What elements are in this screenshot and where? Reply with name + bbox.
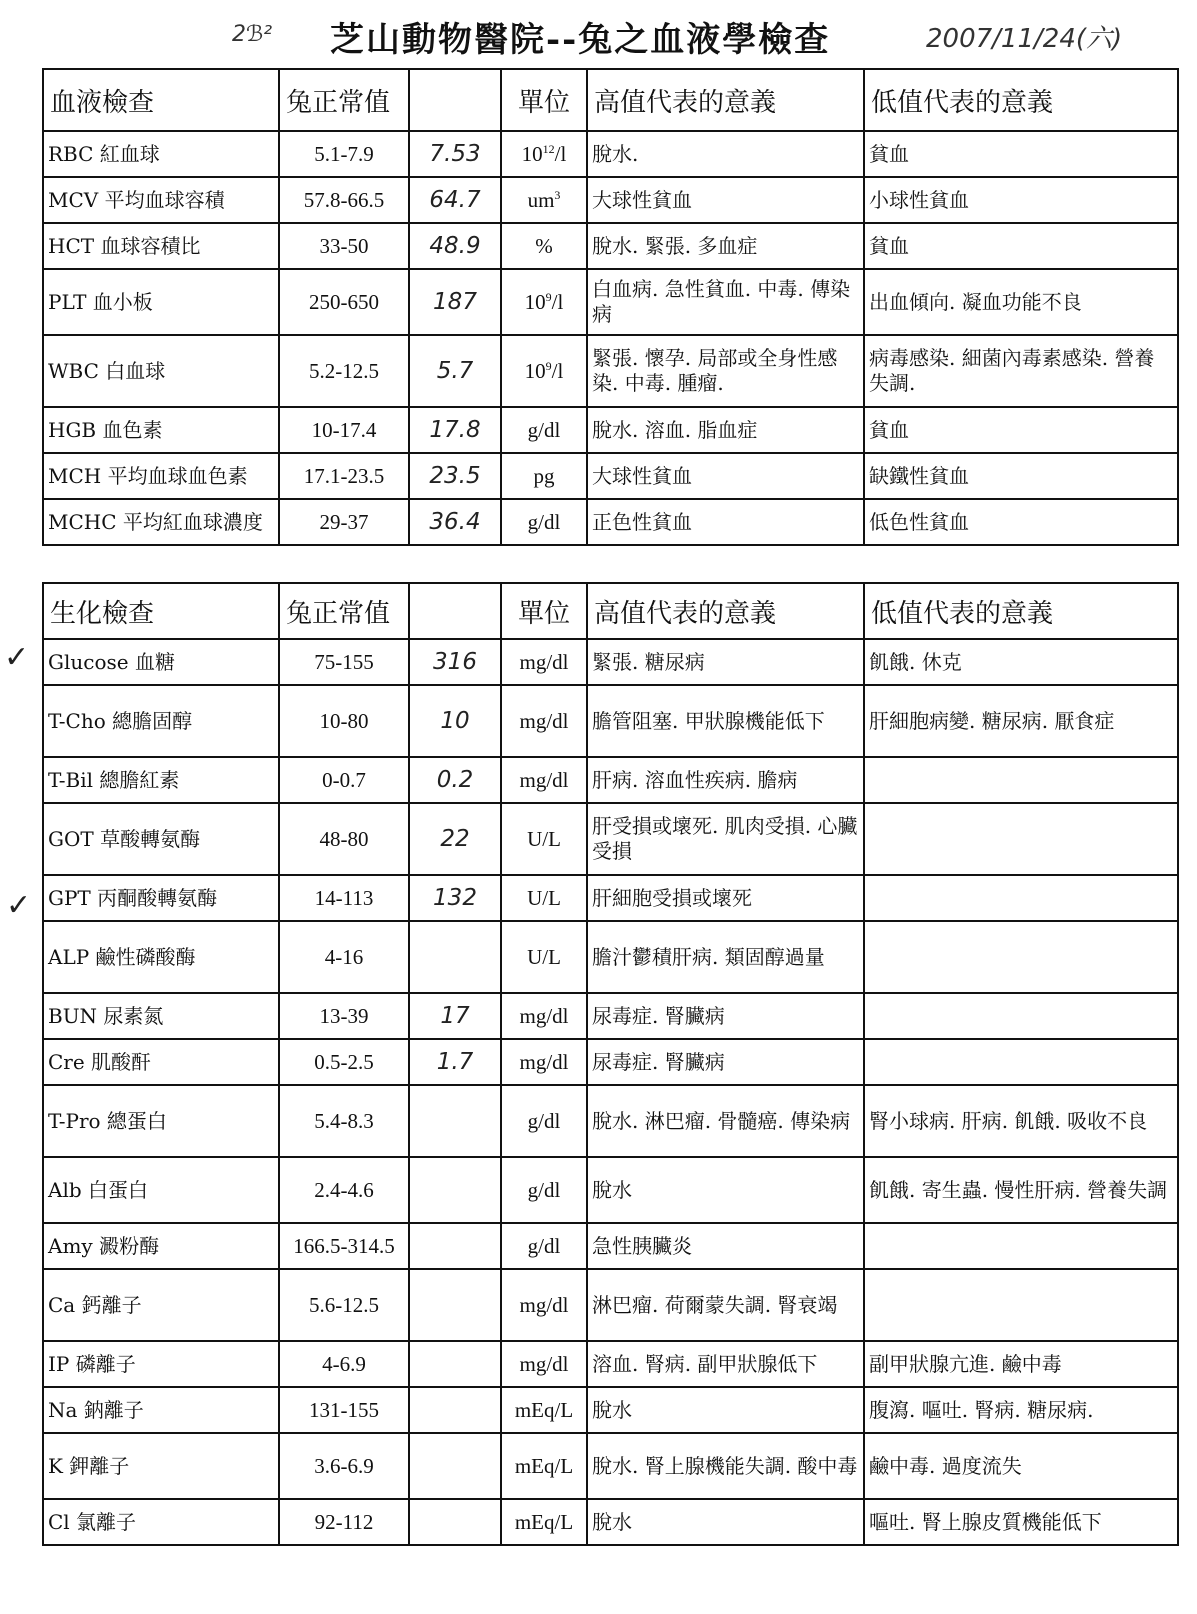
handwritten-result [409,1433,501,1499]
test-name: K 鉀離子 [43,1433,279,1499]
unit: mg/dl [501,757,587,803]
test-name: T-Cho 總膽固醇 [43,685,279,757]
high-meaning: 脫水. [587,131,864,177]
biochemistry-table [42,582,1179,1546]
test-name: GPT 丙酮酸轉氨酶 [43,875,279,921]
low-meaning: 鹼中毒. 過度流失 [864,1433,1178,1499]
table-header-row [43,69,1178,131]
high-meaning: 脫水 [587,1499,864,1545]
handwritten-result [409,1157,501,1223]
blood-test-table [42,68,1179,546]
handwritten-result: 22 [409,803,501,875]
normal-range: 2.4-4.6 [279,1157,409,1223]
normal-range: 29-37 [279,499,409,545]
test-name: ALP 鹼性磷酸酶 [43,921,279,993]
handwritten-result: 187 [409,269,501,335]
unit: mg/dl [501,1269,587,1341]
unit: U/L [501,803,587,875]
handwritten-result: 5.7 [409,335,501,407]
test-name: MCV 平均血球容積 [43,177,279,223]
low-meaning: 腎小球病. 肝病. 飢餓. 吸收不良 [864,1085,1178,1157]
normal-range: 250-650 [279,269,409,335]
normal-range: 4-6.9 [279,1341,409,1387]
high-meaning: 脫水. 溶血. 脂血症 [587,407,864,453]
table-row [43,1223,1178,1269]
test-name: Ca 鈣離子 [43,1269,279,1341]
table-row [43,335,1178,407]
test-name: Glucose 血糖 [43,639,279,685]
header-cell [409,69,501,131]
normal-range: 3.6-6.9 [279,1433,409,1499]
header-cell: 單位 [501,583,587,639]
test-name: GOT 草酸轉氨酶 [43,803,279,875]
unit: mg/dl [501,685,587,757]
unit: pg [501,453,587,499]
low-meaning [864,1039,1178,1085]
unit: U/L [501,875,587,921]
unit: g/dl [501,1223,587,1269]
high-meaning: 膽汁鬱積肝病. 類固醇過量 [587,921,864,993]
handwritten-result: 7.53 [409,131,501,177]
handwritten-result: 132 [409,875,501,921]
normal-range: 5.4-8.3 [279,1085,409,1157]
test-name: Na 鈉離子 [43,1387,279,1433]
normal-range: 0.5-2.5 [279,1039,409,1085]
header-cell: 低值代表的意義 [864,69,1178,131]
high-meaning: 脫水. 緊張. 多血症 [587,223,864,269]
handwritten-result [409,1223,501,1269]
high-meaning: 肝細胞受損或壞死 [587,875,864,921]
high-meaning: 尿毒症. 腎臟病 [587,1039,864,1085]
title-row [0,0,1197,66]
high-meaning: 肝病. 溶血性疾病. 膽病 [587,757,864,803]
header-cell: 低值代表的意義 [864,583,1178,639]
test-name: MCH 平均血球血色素 [43,453,279,499]
low-meaning: 飢餓. 寄生蟲. 慢性肝病. 營養失調 [864,1157,1178,1223]
page-title: 芝山動物醫院--兔之血液學檢查 [330,20,831,60]
normal-range: 13-39 [279,993,409,1039]
checkmark-icon: ✓ [4,640,30,675]
low-meaning: 低色性貧血 [864,499,1178,545]
header-cell: 血液檢查 [43,69,279,131]
normal-range: 10-80 [279,685,409,757]
header-cell: 兔正常值 [279,69,409,131]
normal-range: 92-112 [279,1499,409,1545]
low-meaning [864,993,1178,1039]
low-meaning [864,757,1178,803]
high-meaning: 正色性貧血 [587,499,864,545]
normal-range: 75-155 [279,639,409,685]
handwritten-result: 48.9 [409,223,501,269]
high-meaning: 大球性貧血 [587,453,864,499]
low-meaning: 出血傾向. 凝血功能不良 [864,269,1178,335]
table-row [43,1387,1178,1433]
handwritten-result [409,1387,501,1433]
low-meaning [864,875,1178,921]
high-meaning: 大球性貧血 [587,177,864,223]
test-name: RBC 紅血球 [43,131,279,177]
handwritten-result [409,1341,501,1387]
unit: $10^{12}/l$ [501,131,587,177]
low-meaning: 病毒感染. 細菌內毒素感染. 營養失調. [864,335,1178,407]
handwritten-result: 17 [409,993,501,1039]
header-cell: 單位 [501,69,587,131]
normal-range: 166.5-314.5 [279,1223,409,1269]
table-row [43,875,1178,921]
unit: $10^9/l$ [501,269,587,335]
handwritten-result: 64.7 [409,177,501,223]
high-meaning: 急性胰臟炎 [587,1223,864,1269]
high-meaning: 膽管阻塞. 甲狀腺機能低下 [587,685,864,757]
low-meaning: 小球性貧血 [864,177,1178,223]
table-row [43,803,1178,875]
high-meaning: 尿毒症. 腎臟病 [587,993,864,1039]
unit: mg/dl [501,639,587,685]
high-meaning: 肝受損或壞死. 肌肉受損. 心臟受損 [587,803,864,875]
low-meaning: 貧血 [864,131,1178,177]
test-name: Cre 肌酸酐 [43,1039,279,1085]
high-meaning: 脫水. 腎上腺機能失調. 酸中毒 [587,1433,864,1499]
test-name: IP 磷離子 [43,1341,279,1387]
table-row [43,757,1178,803]
test-name: HCT 血球容積比 [43,223,279,269]
table-row [43,639,1178,685]
low-meaning: 飢餓. 休克 [864,639,1178,685]
header-cell: 生化檢查 [43,583,279,639]
test-name: WBC 白血球 [43,335,279,407]
handwritten-result: 23.5 [409,453,501,499]
unit: mg/dl [501,993,587,1039]
low-meaning: 貧血 [864,407,1178,453]
high-meaning: 溶血. 腎病. 副甲狀腺低下 [587,1341,864,1387]
normal-range: 5.1-7.9 [279,131,409,177]
header-cell: 兔正常值 [279,583,409,639]
table-row [43,993,1178,1039]
handwritten-result: 0.2 [409,757,501,803]
header-cell: 高值代表的意義 [587,69,864,131]
table-row [43,269,1178,335]
table-row [43,453,1178,499]
test-name: T-Pro 總蛋白 [43,1085,279,1157]
unit: g/dl [501,407,587,453]
table-row [43,921,1178,993]
test-name: Alb 白蛋白 [43,1157,279,1223]
header-cell [409,583,501,639]
unit: mEq/L [501,1433,587,1499]
normal-range: 4-16 [279,921,409,993]
unit: g/dl [501,1157,587,1223]
test-name: HGB 血色素 [43,407,279,453]
high-meaning: 緊張. 懷孕. 局部或全身性感染. 中毒. 腫瘤. [587,335,864,407]
table-header-row [43,583,1178,639]
low-meaning: 肝細胞病變. 糖尿病. 厭食症 [864,685,1178,757]
handwritten-note: 2ℬ² [232,22,273,47]
table-row [43,1269,1178,1341]
handwritten-result: 36.4 [409,499,501,545]
unit: mg/dl [501,1039,587,1085]
unit: g/dl [501,1085,587,1157]
normal-range: 5.2-12.5 [279,335,409,407]
handwritten-result [409,921,501,993]
normal-range: 131-155 [279,1387,409,1433]
low-meaning: 副甲狀腺亢進. 鹼中毒 [864,1341,1178,1387]
low-meaning: 嘔吐. 腎上腺皮質機能低下 [864,1499,1178,1545]
handwritten-result [409,1269,501,1341]
normal-range: 17.1-23.5 [279,453,409,499]
test-name: T-Bil 總膽紅素 [43,757,279,803]
unit: g/dl [501,499,587,545]
handwritten-result: 17.8 [409,407,501,453]
test-name: PLT 血小板 [43,269,279,335]
unit: mg/dl [501,1341,587,1387]
low-meaning: 腹瀉. 嘔吐. 腎病. 糖尿病. [864,1387,1178,1433]
low-meaning [864,803,1178,875]
handwritten-date: 2007/11/24(六) [926,24,1123,54]
checkmark-icon: ✓ [6,888,32,923]
normal-range: 48-80 [279,803,409,875]
normal-range: 0-0.7 [279,757,409,803]
handwritten-result [409,1499,501,1545]
table-row [43,1085,1178,1157]
unit: mEq/L [501,1499,587,1545]
table-row [43,1039,1178,1085]
header-cell: 高值代表的意義 [587,583,864,639]
test-name: MCHC 平均紅血球濃度 [43,499,279,545]
unit: U/L [501,921,587,993]
table-row [43,499,1178,545]
table-row [43,131,1178,177]
low-meaning [864,1269,1178,1341]
high-meaning: 緊張. 糖尿病 [587,639,864,685]
high-meaning: 脫水 [587,1157,864,1223]
table-row [43,1433,1178,1499]
unit: $um^3$ [501,177,587,223]
table-row [43,1157,1178,1223]
test-name: BUN 尿素氮 [43,993,279,1039]
table-row [43,1499,1178,1545]
normal-range: 5.6-12.5 [279,1269,409,1341]
normal-range: 57.8-66.5 [279,177,409,223]
handwritten-result: 316 [409,639,501,685]
table-row [43,177,1178,223]
normal-range: 33-50 [279,223,409,269]
high-meaning: 脫水. 淋巴瘤. 骨髓癌. 傳染病 [587,1085,864,1157]
handwritten-result: 10 [409,685,501,757]
normal-range: 10-17.4 [279,407,409,453]
normal-range: 14-113 [279,875,409,921]
test-name: Cl 氯離子 [43,1499,279,1545]
high-meaning: 脫水 [587,1387,864,1433]
low-meaning: 缺鐵性貧血 [864,453,1178,499]
table-row [43,1341,1178,1387]
unit: % [501,223,587,269]
high-meaning: 淋巴瘤. 荷爾蒙失調. 腎衰竭 [587,1269,864,1341]
unit: mEq/L [501,1387,587,1433]
handwritten-result: 1.7 [409,1039,501,1085]
table-row [43,685,1178,757]
table-row [43,223,1178,269]
table-row [43,407,1178,453]
handwritten-result [409,1085,501,1157]
high-meaning: 白血病. 急性貧血. 中毒. 傳染病 [587,269,864,335]
low-meaning: 貧血 [864,223,1178,269]
low-meaning [864,921,1178,993]
unit: $10^9/l$ [501,335,587,407]
test-name: Amy 澱粉酶 [43,1223,279,1269]
low-meaning [864,1223,1178,1269]
